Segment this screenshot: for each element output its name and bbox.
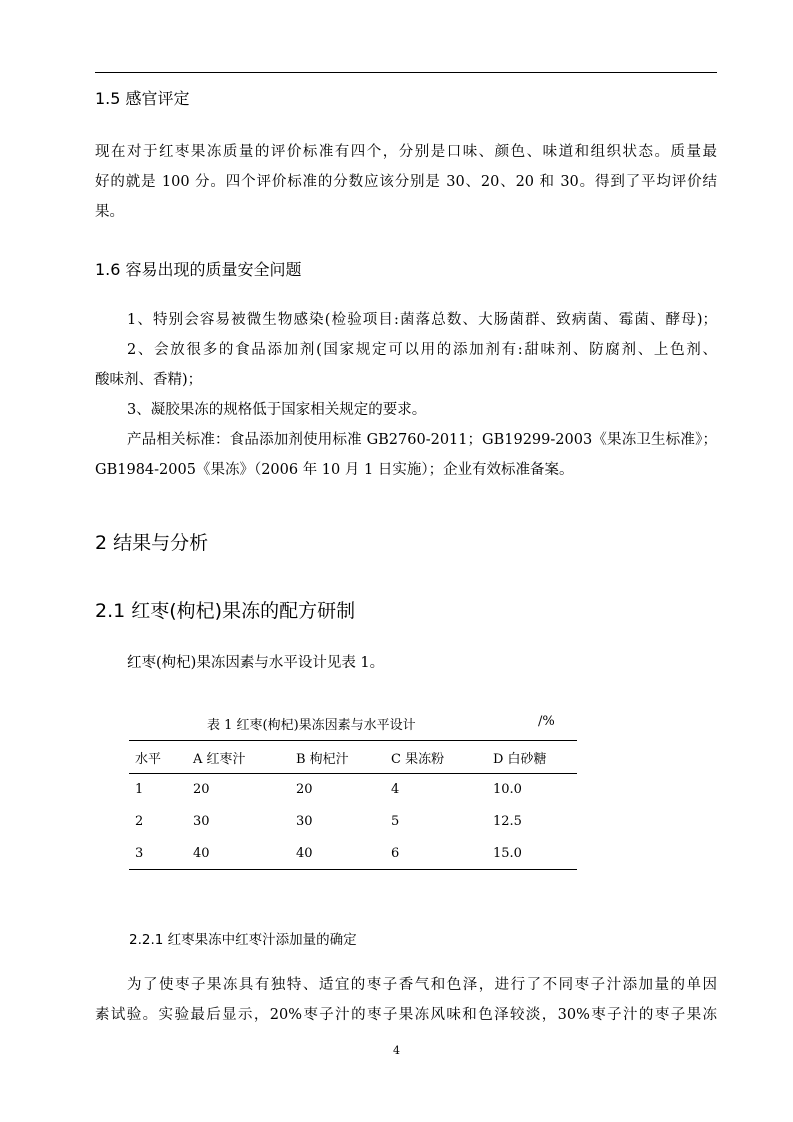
text-line: 素试验。实验最后显示，20%枣子汁的枣子果冻风味和色泽较淡，30%枣子汁的枣子果冻: [95, 1007, 717, 1023]
table-unit: /%: [538, 714, 555, 729]
text-line: 红枣(枸杞)果冻因素与水平设计见表 1。: [127, 655, 385, 671]
table-cell: 20: [193, 782, 210, 798]
text-line: 产品相关标准：食品添加剂使用标准 GB2760-2011；GB19299-2003《果冻卫生标准》；: [127, 432, 717, 448]
header-cell: 水平: [129, 741, 187, 774]
heading-1-5: 1.5 感官评定: [95, 89, 190, 108]
header-cell: C 果冻粉: [385, 741, 487, 774]
table-cell: 1: [135, 782, 144, 798]
text-line: 1、特别会容易被微生物感染(检验项目:菌落总数、大肠菌群、致病菌、霉菌、酵母)；: [127, 312, 717, 328]
table-cell: 3: [129, 838, 187, 870]
text-line: 2、会放很多的食品添加剂(国家规定可以用的添加剂有:甜味剂、防腐剂、上色剂、: [127, 342, 717, 358]
text-line: GB1984-2005《果冻》（2006 年 10 月 1 日实施）；企业有效标准备案。: [95, 462, 574, 478]
paragraph-2-1: [95, 648, 717, 678]
header-rule: [95, 72, 717, 73]
paragraph-1-5: [95, 137, 717, 227]
page-number: 4: [393, 1044, 400, 1057]
table-cell: 20: [296, 782, 313, 798]
table-cell: 30: [193, 814, 210, 829]
text-line: 酸味剂、香精)；: [95, 372, 203, 388]
text-line: 为了使枣子果冻具有独特、适宜的枣子香气和色泽，进行了不同枣子汁添加量的单因: [127, 977, 717, 993]
table-cell: 40: [187, 838, 290, 870]
header-cell: A 红枣汁: [187, 741, 290, 774]
header-cell: D 白砂糖: [487, 741, 577, 774]
table-cell: 12.5: [493, 814, 522, 829]
table-cell: 15.0: [487, 838, 577, 870]
table-cell: 10.0: [493, 782, 522, 798]
table-cell: 2: [135, 814, 144, 829]
table-header-row: [129, 741, 577, 774]
table-cell: 6: [385, 838, 487, 870]
factor-level-table: [129, 740, 577, 870]
table-row: [129, 774, 577, 806]
table-cell: 30: [296, 814, 313, 829]
paragraph-1-6: [95, 305, 717, 485]
table-row: [129, 838, 577, 870]
heading-2: 2 结果与分析: [95, 532, 209, 554]
table-row: [129, 806, 577, 838]
text-line: 果。: [95, 204, 124, 220]
heading-2-1: 2.1 红枣(枸杞)果冻的配方研制: [95, 600, 356, 622]
heading-1-6: 1.6 容易出现的质量安全问题: [95, 260, 302, 279]
paragraph-2-2-1: [95, 970, 717, 1030]
heading-2-2-1: 2.2.1 红枣果冻中红枣汁添加量的确定: [129, 932, 357, 948]
text-line: 现在对于红枣果冻质量的评价标准有四个，分别是口味、颜色、味道和组织状态。质量最: [95, 144, 717, 160]
table-cell: 4: [391, 782, 400, 798]
text-line: 好的就是 100 分。四个评价标准的分数应该分别是 30、20、20 和 30。得到了平均评价结: [95, 174, 717, 190]
text-line: 3、凝胶果冻的规格低于国家相关规定的要求。: [127, 402, 427, 418]
header-cell: B 枸杞汁: [290, 741, 385, 774]
table-cell: 5: [391, 814, 400, 829]
table-caption: 表 1 红枣(枸杞)果冻因素与水平设计: [207, 718, 416, 733]
table-cell: 40: [290, 838, 385, 870]
